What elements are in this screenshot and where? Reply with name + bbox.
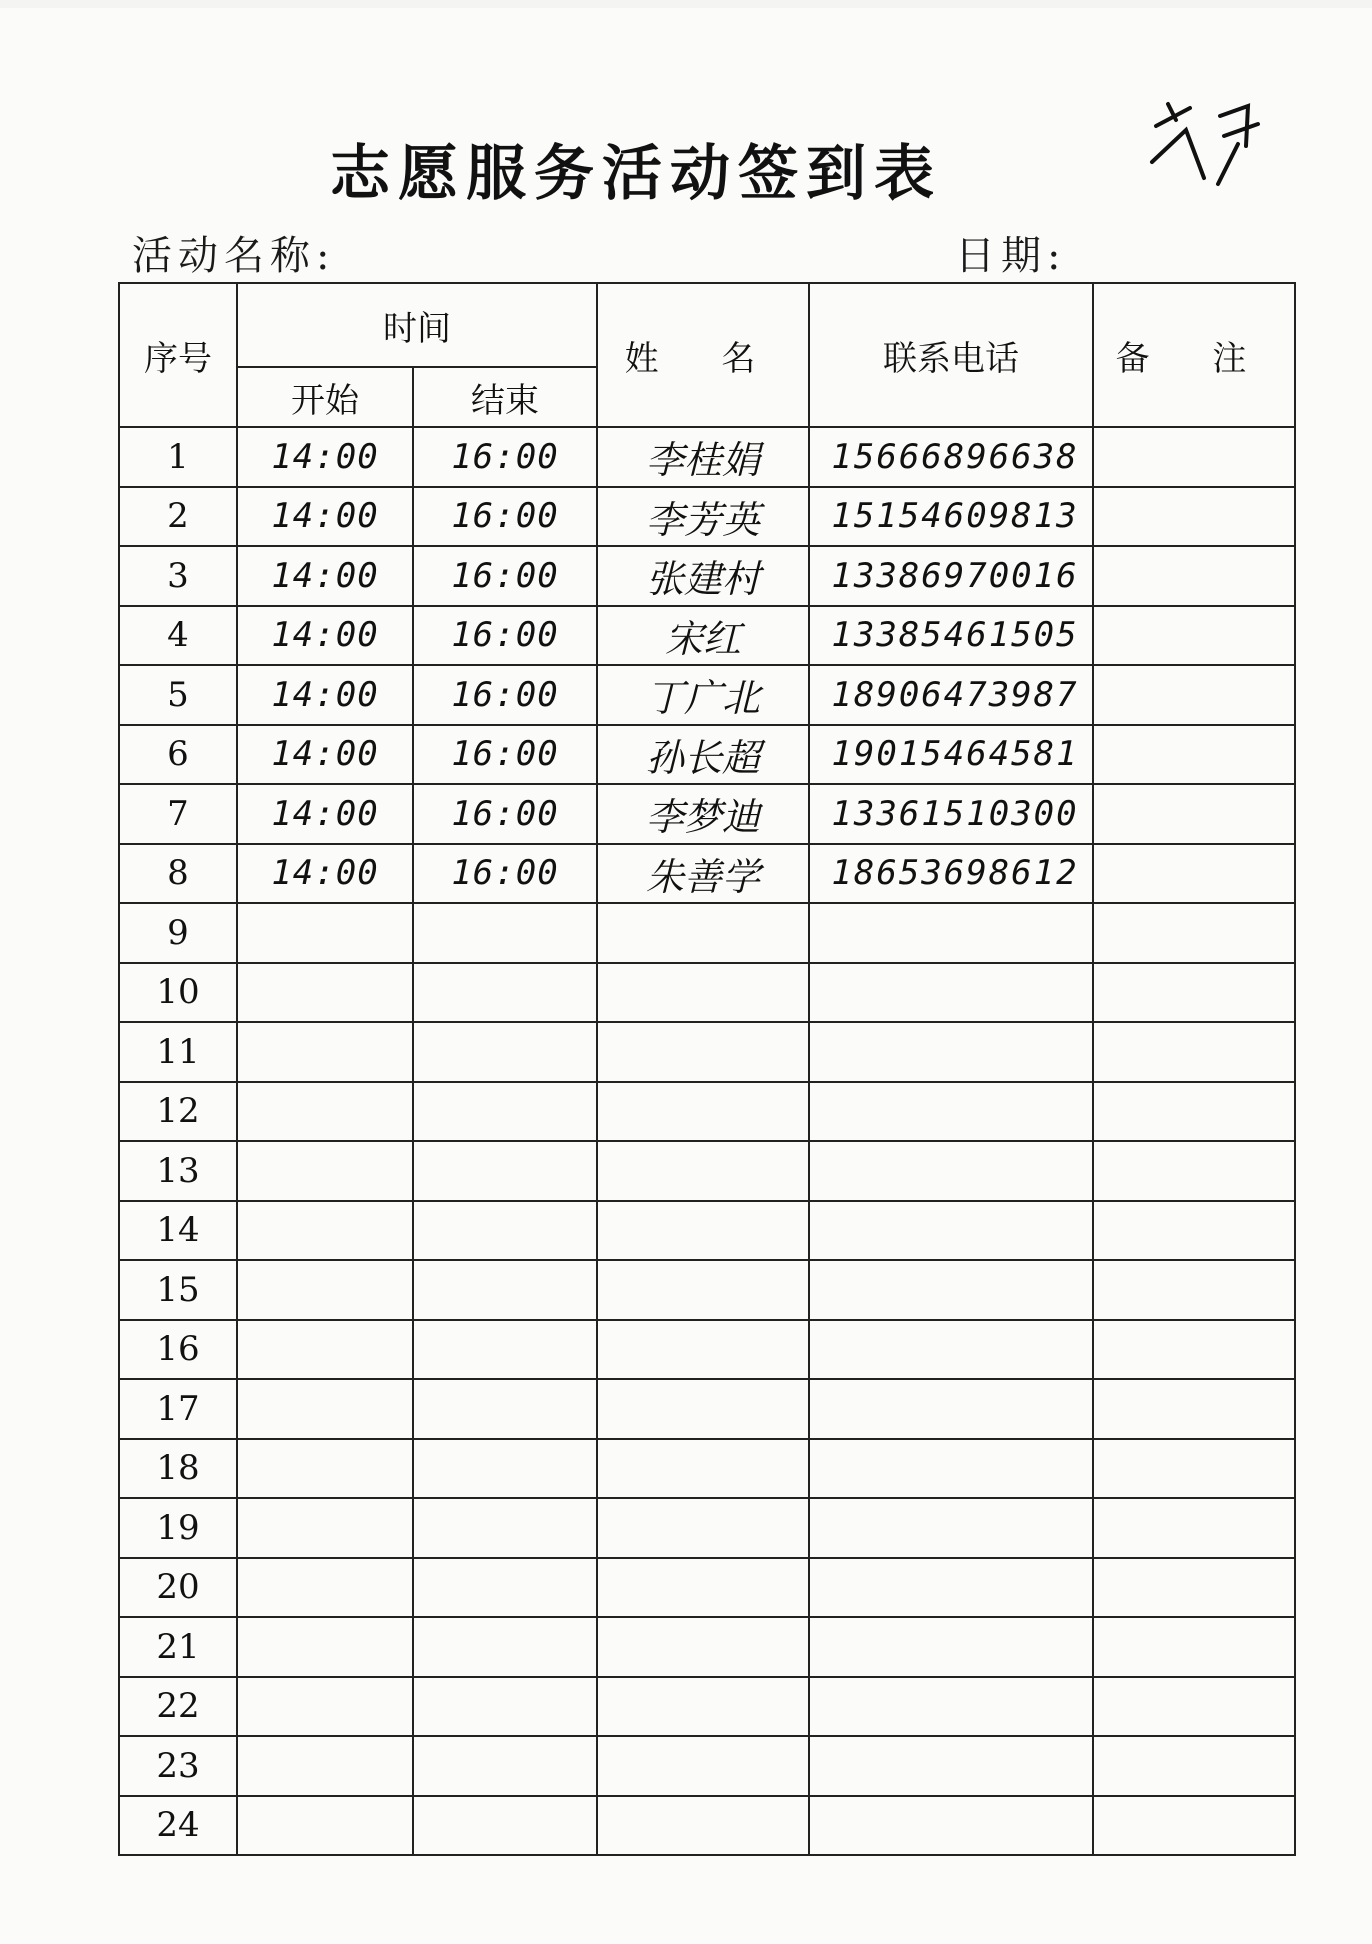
row-end-time	[413, 963, 597, 1023]
row-end-time	[413, 1260, 597, 1320]
row-end-time	[413, 1320, 597, 1380]
row-index: 24	[119, 1796, 237, 1856]
row-start-time	[237, 1201, 413, 1261]
row-note	[1093, 844, 1295, 904]
row-index: 5	[119, 665, 237, 725]
row-index: 7	[119, 784, 237, 844]
row-name: 李梦迪	[597, 784, 809, 844]
row-end-time: 16:00	[413, 546, 597, 606]
row-name	[597, 1796, 809, 1856]
row-phone: 18653698612	[809, 844, 1093, 904]
table-row	[119, 1082, 1295, 1142]
row-note	[1093, 1558, 1295, 1618]
row-index: 1	[119, 427, 237, 487]
row-index: 8	[119, 844, 237, 904]
row-note	[1093, 1082, 1295, 1142]
table-row	[119, 665, 1295, 725]
table-row	[119, 1022, 1295, 1082]
row-start-time	[237, 1498, 413, 1558]
row-note	[1093, 1677, 1295, 1737]
row-index: 9	[119, 903, 237, 963]
row-phone	[809, 1379, 1093, 1439]
row-start-time	[237, 1439, 413, 1499]
row-start-time	[237, 1677, 413, 1737]
table-row	[119, 784, 1295, 844]
row-name	[597, 1320, 809, 1380]
row-start-time: 14:00	[237, 665, 413, 725]
table-row	[119, 1677, 1295, 1737]
row-name: 孙长超	[597, 725, 809, 785]
table-row	[119, 725, 1295, 785]
row-index: 16	[119, 1320, 237, 1380]
row-note	[1093, 1439, 1295, 1499]
row-phone	[809, 1022, 1093, 1082]
row-index: 18	[119, 1439, 237, 1499]
table-row	[119, 1320, 1295, 1380]
row-note	[1093, 725, 1295, 785]
row-name: 朱善学	[597, 844, 809, 904]
row-note	[1093, 1201, 1295, 1261]
row-phone	[809, 1141, 1093, 1201]
row-start-time: 14:00	[237, 487, 413, 547]
row-note	[1093, 1022, 1295, 1082]
row-start-time	[237, 1260, 413, 1320]
table-row	[119, 1617, 1295, 1677]
row-name: 李桂娟	[597, 427, 809, 487]
row-index: 21	[119, 1617, 237, 1677]
row-note	[1093, 1141, 1295, 1201]
row-phone	[809, 1320, 1093, 1380]
row-phone	[809, 1796, 1093, 1856]
row-index: 17	[119, 1379, 237, 1439]
row-end-time	[413, 1201, 597, 1261]
row-end-time: 16:00	[413, 844, 597, 904]
row-index: 6	[119, 725, 237, 785]
row-phone	[809, 903, 1093, 963]
row-phone: 15666896638	[809, 427, 1093, 487]
row-index: 22	[119, 1677, 237, 1737]
row-phone: 19015464581	[809, 725, 1093, 785]
row-end-time	[413, 1677, 597, 1737]
table-row	[119, 1736, 1295, 1796]
row-name	[597, 1201, 809, 1261]
row-start-time	[237, 1320, 413, 1380]
table-row	[119, 1201, 1295, 1261]
table-row	[119, 427, 1295, 487]
header-note: 备 注	[1093, 283, 1295, 427]
row-start-time: 14:00	[237, 784, 413, 844]
row-note	[1093, 784, 1295, 844]
row-note	[1093, 665, 1295, 725]
row-end-time: 16:00	[413, 427, 597, 487]
row-name	[597, 1022, 809, 1082]
row-start-time: 14:00	[237, 725, 413, 785]
row-start-time	[237, 1796, 413, 1856]
row-index: 3	[119, 546, 237, 606]
table-row	[119, 963, 1295, 1023]
row-phone: 13386970016	[809, 546, 1093, 606]
row-end-time: 16:00	[413, 487, 597, 547]
row-start-time	[237, 1022, 413, 1082]
row-end-time	[413, 1558, 597, 1618]
date-label: 日期:	[955, 233, 1067, 279]
paper-sheet	[0, 8, 1372, 1944]
row-name	[597, 903, 809, 963]
row-phone: 18906473987	[809, 665, 1093, 725]
form-title: 志愿服务活动签到表	[330, 139, 942, 209]
row-note	[1093, 1320, 1295, 1380]
row-phone	[809, 1439, 1093, 1499]
handwritten-corner-mark	[1138, 86, 1288, 196]
row-name: 宋红	[597, 606, 809, 666]
row-start-time	[237, 1141, 413, 1201]
row-phone	[809, 1498, 1093, 1558]
row-start-time	[237, 1558, 413, 1618]
table-row	[119, 1141, 1295, 1201]
row-end-time	[413, 1617, 597, 1677]
row-start-time	[237, 1379, 413, 1439]
row-phone: 13361510300	[809, 784, 1093, 844]
activity-name-label: 活动名称:	[132, 233, 336, 279]
row-start-time	[237, 903, 413, 963]
header-name: 姓 名	[597, 283, 809, 427]
row-index: 13	[119, 1141, 237, 1201]
sign-in-table	[118, 282, 1296, 1856]
table-row	[119, 546, 1295, 606]
table-row	[119, 1260, 1295, 1320]
row-end-time	[413, 1082, 597, 1142]
table-row	[119, 1498, 1295, 1558]
header-start: 开始	[237, 367, 413, 427]
row-note	[1093, 963, 1295, 1023]
table-row	[119, 1558, 1295, 1618]
row-name	[597, 963, 809, 1023]
row-start-time: 14:00	[237, 546, 413, 606]
row-phone	[809, 1736, 1093, 1796]
row-name	[597, 1498, 809, 1558]
row-index: 11	[119, 1022, 237, 1082]
row-start-time: 14:00	[237, 427, 413, 487]
table-row	[119, 903, 1295, 963]
row-end-time: 16:00	[413, 665, 597, 725]
row-name	[597, 1677, 809, 1737]
row-end-time	[413, 1022, 597, 1082]
row-note	[1093, 1736, 1295, 1796]
table-row	[119, 487, 1295, 547]
row-end-time	[413, 1141, 597, 1201]
row-index: 2	[119, 487, 237, 547]
row-note	[1093, 1379, 1295, 1439]
row-note	[1093, 1260, 1295, 1320]
row-name: 李芳英	[597, 487, 809, 547]
row-name: 丁广北	[597, 665, 809, 725]
row-end-time: 16:00	[413, 784, 597, 844]
row-index: 15	[119, 1260, 237, 1320]
row-note	[1093, 427, 1295, 487]
table-row	[119, 1796, 1295, 1856]
row-end-time	[413, 903, 597, 963]
row-end-time	[413, 1498, 597, 1558]
row-index: 12	[119, 1082, 237, 1142]
row-start-time	[237, 1736, 413, 1796]
row-start-time	[237, 963, 413, 1023]
table-row	[119, 606, 1295, 666]
row-phone	[809, 1617, 1093, 1677]
row-phone	[809, 1677, 1093, 1737]
table-row	[119, 1379, 1295, 1439]
row-start-time: 14:00	[237, 844, 413, 904]
row-phone	[809, 963, 1093, 1023]
row-name	[597, 1617, 809, 1677]
row-note	[1093, 1498, 1295, 1558]
header-phone: 联系电话	[809, 283, 1093, 427]
row-note	[1093, 487, 1295, 547]
row-index: 20	[119, 1558, 237, 1618]
row-name	[597, 1439, 809, 1499]
row-start-time	[237, 1617, 413, 1677]
row-note	[1093, 1617, 1295, 1677]
header-end: 结束	[413, 367, 597, 427]
row-end-time	[413, 1736, 597, 1796]
table-row	[119, 1439, 1295, 1499]
row-name	[597, 1558, 809, 1618]
row-index: 4	[119, 606, 237, 666]
row-end-time: 16:00	[413, 725, 597, 785]
row-name: 张建村	[597, 546, 809, 606]
row-end-time	[413, 1796, 597, 1856]
header-time: 时间	[237, 283, 597, 367]
row-phone	[809, 1260, 1093, 1320]
row-note	[1093, 606, 1295, 666]
row-phone	[809, 1558, 1093, 1618]
row-start-time: 14:00	[237, 606, 413, 666]
table-row	[119, 844, 1295, 904]
row-phone: 13385461505	[809, 606, 1093, 666]
row-note	[1093, 546, 1295, 606]
header-index: 序号	[119, 283, 237, 427]
row-phone	[809, 1082, 1093, 1142]
row-phone: 15154609813	[809, 487, 1093, 547]
row-end-time: 16:00	[413, 606, 597, 666]
row-index: 10	[119, 963, 237, 1023]
row-name	[597, 1141, 809, 1201]
row-end-time	[413, 1379, 597, 1439]
row-note	[1093, 903, 1295, 963]
row-name	[597, 1379, 809, 1439]
row-index: 23	[119, 1736, 237, 1796]
row-phone	[809, 1201, 1093, 1261]
row-index: 19	[119, 1498, 237, 1558]
row-name	[597, 1736, 809, 1796]
row-name	[597, 1082, 809, 1142]
row-note	[1093, 1796, 1295, 1856]
row-start-time	[237, 1082, 413, 1142]
row-index: 14	[119, 1201, 237, 1261]
row-end-time	[413, 1439, 597, 1499]
row-name	[597, 1260, 809, 1320]
